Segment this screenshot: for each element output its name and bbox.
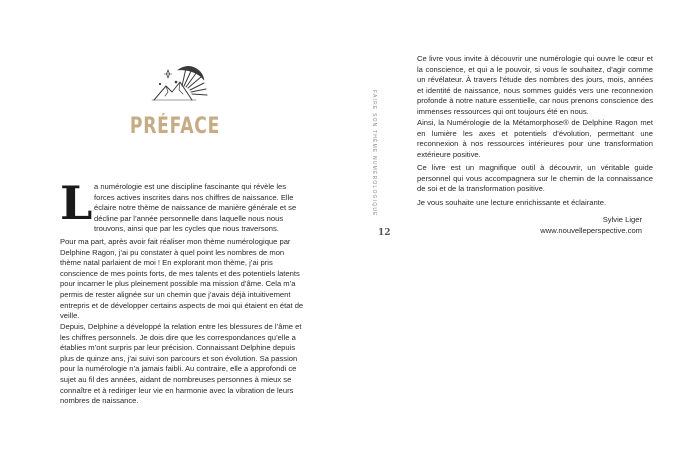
right-paragraph-3: Ce livre est un magnifique outil à découvrir, un véritable guide personnel qui vous accompagnera sur le chemin de la connaissance de soi et de la transformation positive. — [417, 163, 653, 194]
page-number: 12 — [378, 228, 391, 238]
running-head: FAIRE SON THÈME NUMÉROLOGIQUE — [371, 90, 377, 217]
paragraph-2: Pour ma part, après avoir fait réaliser mon thème numérologique par Delphine Ragon, j’ai pu constater à quel point les nombres de mon thème natal parlaient de moi ! En explorant mon thème, j’ai pris conscience de mes points forts, de mes talents et des potentiels latents pour incarner le plus pleinement possible ma mission d’âme. Cela m’a permis de rester alignée sur un chemin que j’avais déjà intuitivement entrepris et de développer certains aspects de moi qui étaient en état de veille. — [60, 237, 304, 321]
page-title: PRÉFACE — [129, 114, 221, 139]
right-paragraph-2: Ainsi, la Numérologie de la Métamorphose® de Delphine Ragon met en lumière les axes et potentiels d’évolution, permettant une reconnexion à nos ressources intérieures pour une transformation extérieure positive. — [417, 118, 653, 159]
paragraph-3: Depuis, Delphine a développé la relation entre les blessures de l’âme et les chiffres personnels. Je dois dire que les correspondances qu’elle a établies m’ont surpris par leur précision. Connaissant Delphine depuis plus de quinze ans, j’ai suivi son parcours et son évolution. Sa passion pour la numérologie n’a jamais faibli. Au contraire, elle a approfondi ce sujet au fil des années, aidant de nombreuses personnes à mieux se connaître et à rediriger leur vie en harmonie avec la vibration de leurs nombres de naissance. — [60, 322, 302, 406]
right-paragraph-1: Ce livre vous invite à découvrir une numérologie qui ouvre le cœur et la conscience, et qui a le pouvoir, si vous le souhaitez, d’agir comme un révélateur. À travers l’étude des nombres des jours, mois, années et identité de naissance, nous sommes guidés vers une reconnexion profonde à notre nature essentielle, car nous prenons conscience des immenses ressources qui ont toujours été en nous. — [417, 54, 653, 116]
signature — [417, 215, 642, 236]
signature-url: www.nouvelleperspective.com — [540, 225, 642, 235]
right-paragraph-4: Je vous souhaite une lecture enrichissante et éclairante. — [417, 198, 607, 207]
paragraph-1: a numérologie est une discipline fascinante qui révèle les forces actives inscrites dans nos chiffres de naissance. Elle éclaire notre thème de naissance de manière générale et se décline par l’année personnelle dans laquelle nous nous trouvons, ainsi que par les cycles que nous traversons. — [94, 182, 297, 234]
signature-name: Sylvie Liger — [602, 215, 642, 224]
drop-cap: L — [60, 176, 93, 230]
mountain-sun-moon-stars-icon — [146, 56, 216, 104]
